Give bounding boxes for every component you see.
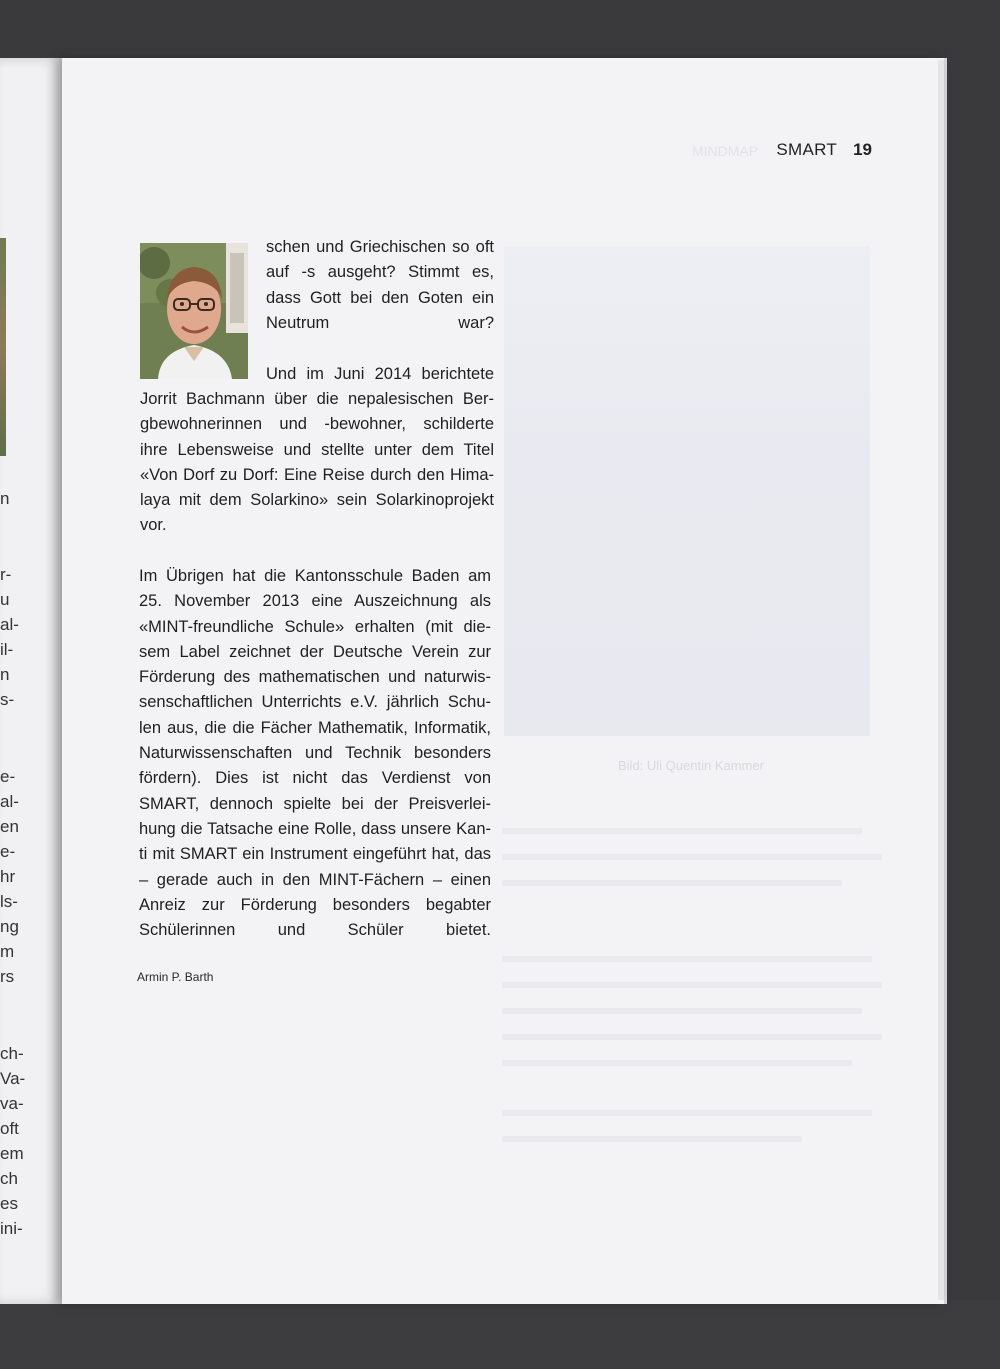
text-line: dass Gott bei den Goten ein [266, 288, 494, 307]
show-through-line [502, 1136, 802, 1142]
page-number: 19 [853, 140, 872, 159]
paragraph-2-first-line [266, 362, 494, 387]
show-through-line [502, 828, 862, 834]
left-fragment: en [0, 817, 19, 836]
left-fragment: m [0, 942, 15, 961]
text-line: auf -s ausgeht? Stimmt es, [266, 263, 494, 282]
text-line: «MINT-freundliche Schule» erhalten (mit die- [139, 617, 491, 636]
text-line: Anreiz zur Förderung besonders begabter [139, 895, 491, 914]
text-line: Jorrit Bachmann über die nepalesischen Ber- [140, 390, 494, 408]
left-fragment: ch- [0, 1044, 24, 1063]
show-through-line [502, 956, 872, 962]
left-fragment: al- [0, 615, 19, 634]
show-through-photo [504, 246, 870, 736]
left-fragment: oft [0, 1119, 19, 1138]
left-fragment: al- [0, 792, 19, 811]
running-header [776, 140, 872, 160]
scan-bottom-band [0, 1300, 1000, 1369]
left-fragment: u [0, 590, 10, 609]
paragraph-3 [139, 564, 491, 943]
left-fragment: ls- [0, 892, 18, 911]
left-facing-page [0, 58, 62, 1304]
left-page-photo-edge [0, 238, 6, 456]
show-through-line [502, 854, 882, 860]
author-signature: Armin P. Barth [137, 970, 214, 984]
text-line: Neutrum war? [266, 313, 494, 332]
text-line: Naturwissenschaften und Technik besonders [139, 744, 491, 763]
left-fragment: hr [0, 867, 16, 886]
left-fragment: em [0, 1144, 24, 1163]
show-through-line [502, 1034, 882, 1040]
left-fragment: ch [0, 1169, 18, 1188]
left-fragment: s- [0, 690, 15, 709]
show-through-line [502, 1008, 862, 1014]
text-line: fördern). Dies ist nicht das Verdienst von [139, 769, 491, 788]
text-line: sem Label zeichnet der Deutsche Verein zur [139, 642, 491, 661]
show-through-line [502, 1110, 872, 1116]
left-fragment: es [0, 1194, 18, 1213]
portrait-image [140, 243, 248, 379]
show-through-line [502, 1060, 852, 1066]
show-through-line [502, 982, 882, 988]
main-page [62, 58, 944, 1304]
text-line: senschaftlichen Unterrichts e.V. jährlich Schu- [139, 693, 491, 712]
section-title: SMART [776, 140, 838, 159]
left-fragment: n [0, 489, 10, 508]
show-through-kicker: MINDMAP [692, 143, 759, 159]
author-portrait [140, 243, 248, 379]
text-line: laya mit dem Solarkino» sein Solarkinoprojekt [140, 491, 494, 510]
show-through-line [502, 880, 842, 886]
text-line: schen und Griechischen so oft [266, 238, 494, 256]
text-line: Im Übrigen hat die Kantonsschule Baden am [139, 567, 491, 585]
left-fragment: Va- [0, 1069, 26, 1088]
left-fragment: ng [0, 917, 19, 936]
text-line: Förderung des mathematischen und naturwis- [139, 668, 491, 687]
text-line: ti mit SMART ein Instrument eingeführt hat, das [139, 845, 491, 864]
left-fragment: il- [0, 640, 14, 659]
text-line: len aus, die die Fächer Mathematik, Informatik, [139, 718, 491, 737]
left-fragment: n [0, 665, 10, 684]
left-fragment: va- [0, 1094, 24, 1113]
text-line: gbewohnerinnen und -bewohner, schilderte [140, 415, 494, 434]
text-line: 25. November 2013 eine Auszeichnung als [139, 592, 491, 611]
left-fragment: ini- [0, 1219, 23, 1238]
text-line: «Von Dorf zu Dorf: Eine Reise durch den Hima- [140, 465, 494, 484]
left-fragment: e- [0, 842, 16, 861]
text-line: Und im Juni 2014 berichtete [266, 365, 494, 383]
paragraph-1 [266, 235, 494, 336]
left-fragment: e- [0, 767, 16, 786]
paragraph-2 [140, 387, 494, 539]
left-fragment: rs [0, 967, 15, 986]
text-line: hung die Tatsache eine Rolle, dass unsere Kan- [139, 819, 491, 838]
text-line: – gerade auch in den MINT-Fächern – einen [139, 870, 491, 889]
text-line: vor. [140, 516, 167, 535]
show-through-caption: Bild: Uli Quentin Kammer [618, 758, 764, 773]
page-edge [938, 60, 944, 1300]
left-fragment: r- [0, 565, 12, 584]
text-line: SMART, dennoch spielte bei der Preisverlei- [139, 794, 491, 813]
text-line: Schülerinnen und Schüler bietet. [139, 921, 491, 940]
text-line: ihre Lebensweise und stellte unter dem Titel [140, 440, 494, 459]
